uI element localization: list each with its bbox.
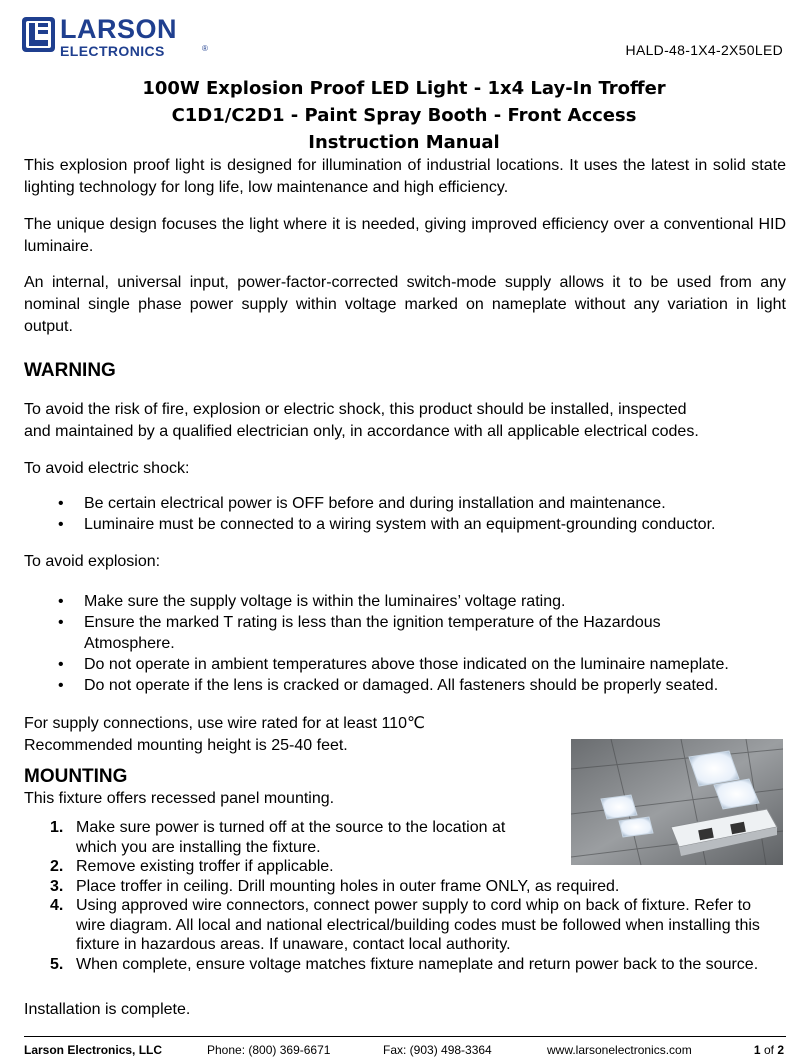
step-number: 2. <box>50 858 64 875</box>
list-item: • Ensure the marked T rating is less than the ignition temperature of the Hazardous Atmosphere. <box>58 612 698 654</box>
larson-logo-mark-icon <box>22 17 55 52</box>
intro-paragraph-2: The unique design focuses the light where it is needed, giving improved efficiency over a conventional HID luminaire. <box>24 216 786 255</box>
list-item <box>50 877 776 897</box>
step-number: 5. <box>50 955 64 973</box>
footer-phone: Phone: (800) 369-6671 <box>207 1043 331 1057</box>
step-text: When complete, ensure voltage matches fixture nameplate and return power back to the source. <box>76 955 759 973</box>
footer-divider <box>24 1036 786 1037</box>
document-title-block <box>0 75 808 156</box>
page-of: of <box>763 1043 774 1057</box>
warning-line-2: and maintained by a qualified electrician only, in accordance with all applicable electrical codes. <box>24 423 699 440</box>
step-number: 1. <box>50 819 64 836</box>
installation-complete: Installation is complete. <box>24 1001 191 1018</box>
warning-heading: WARNING <box>24 360 116 381</box>
list-item: • Make sure the supply voltage is within the luminaires’ voltage rating. <box>58 591 698 612</box>
list-item <box>50 896 776 955</box>
footer-fax: Fax: (903) 498-3364 <box>383 1043 492 1057</box>
explosion-list <box>58 591 729 696</box>
document-code: HALD-48-1X4-2X50LED <box>625 42 783 58</box>
shock-label: To avoid electric shock: <box>24 460 190 477</box>
step-text: Remove existing troffer if applicable. <box>76 858 334 875</box>
logo-larson-text: LARSON <box>60 14 177 44</box>
step-number: 4. <box>50 897 64 914</box>
intro-paragraph-3: An internal, universal input, power-factor-corrected switch-mode supply allows it to be used from any nominal single phase power supply within voltage marked on nameplate without any variation in light output. <box>24 274 786 335</box>
list-item <box>50 857 776 877</box>
larson-logo <box>22 14 212 59</box>
title-line-1: 100W Explosion Proof LED Light - 1x4 Lay-In Troffer <box>142 78 666 99</box>
supply-connection-note: For supply connections, use wire rated for at least 110℃ <box>24 715 425 732</box>
title-line-3: Instruction Manual <box>308 132 500 153</box>
footer-company: Larson Electronics, LLC <box>24 1043 163 1057</box>
intro-paragraph-1: This explosion proof light is designed for illumination of industrial locations. It uses the latest in solid state lighting technology for long life, low maintenance and high efficiency. <box>24 157 786 196</box>
footer-page-number <box>754 1043 784 1057</box>
step-number: 3. <box>50 877 64 895</box>
mounting-heading: MOUNTING <box>24 766 128 787</box>
step-text: Using approved wire connectors, connect power supply to cord whip on back of fixture. Refer to wire diagram. All local and national electrical/building codes must be followed when installing this fixture in hazardous areas. If unaware, contact local authority. <box>76 897 760 953</box>
mounting-steps <box>50 818 776 974</box>
list-item <box>50 955 776 975</box>
logo-electronics-text: ELECTRONICS <box>60 43 165 59</box>
mounting-height-note: Recommended mounting height is 25-40 feet. <box>24 737 348 754</box>
footer-website-link[interactable]: www.larsonelectronics.com <box>547 1043 692 1057</box>
page-total: 2 <box>777 1043 784 1057</box>
page-current: 1 <box>753 1043 761 1057</box>
list-item: • Do not operate if the lens is cracked or damaged. All fasteners should be properly seated. <box>58 675 794 696</box>
list-item: • Luminaire must be connected to a wiring system with an equipment-grounding conductor. <box>58 514 788 535</box>
explosion-label: To avoid explosion: <box>24 553 161 570</box>
mounting-intro: This fixture offers recessed panel mounting. <box>24 790 335 807</box>
step-text: Place troffer in ceiling. Drill mounting holes in outer frame ONLY, as required. <box>76 877 620 895</box>
list-item: • Be certain electrical power is OFF before and during installation and maintenance. <box>58 493 788 514</box>
logo-registered-mark: ® <box>202 44 208 53</box>
list-item <box>50 818 536 857</box>
list-item: • Do not operate in ambient temperatures above those indicated on the luminaire nameplate. <box>58 654 794 675</box>
step-text: Make sure power is turned off at the source to the location at which you are installing the fixture. <box>76 819 506 856</box>
warning-line-1: To avoid the risk of fire, explosion or electric shock, this product should be installed, inspected <box>24 401 687 418</box>
warning-paragraph <box>24 399 786 443</box>
shock-list <box>58 493 788 535</box>
title-line-2: C1D1/C2D1 - Paint Spray Booth - Front Access <box>171 105 637 126</box>
